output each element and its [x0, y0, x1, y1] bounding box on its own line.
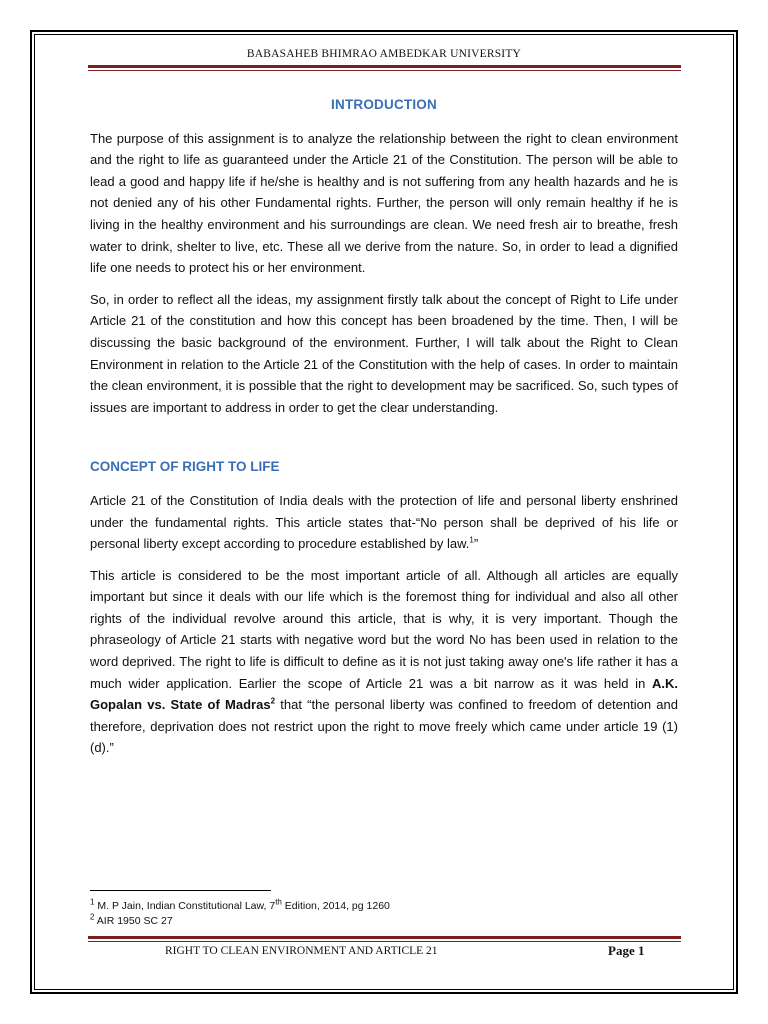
header-rule-thin: [88, 70, 681, 71]
case-name: A.K. Gopalan vs. State of Madras: [90, 675, 678, 713]
footnote-ref-2: 2: [270, 696, 276, 706]
intro-paragraph-1: The purpose of this assignment is to analyze the relationship between the right to clean environment and the right to life as guaranteed under the Article 21 of the Constitution. The person will be able to lead a good and happy life if he/she is healthy and is not suffering from any health hazards and he is not denied any of his other Fundamental rights. Further, the person will only remain healthy if he is living in the healthy environment and his surroundings are clean. We need fresh air to breathe, fresh water to drink, shelter to live, etc. These all we derive from the nature. So, in order to lead a dignified life one needs to protect his or her environment.: [90, 130, 678, 276]
intro-paragraph-2: So, in order to reflect all the ideas, my assignment firstly talk about the concept of Right to Life under Article 21 of the constitution and how this concept has been broadened by the time. Then, I will be discussing the basic background of the environment. Further, I will talk about the Right to Clean Environment in relation to the Article 21 of the Constitution with the help of cases. In order to maintain the clean environment, it is possible that the right to development may be sacrificed. So, such types of issues are important to address in order to get the clear understanding.: [90, 291, 678, 415]
concept-p1-end: ”: [473, 536, 479, 552]
concept-p2-rest: that “the personal liberty was confined to freedom of detention and therefore, deprivation does not restrict upon the right to move freely which came under article 19 (1) (d).”: [90, 697, 678, 756]
introduction-heading: INTRODUCTION: [331, 97, 437, 112]
footnote-1-text-b: Edition, 2014, pg 1260: [281, 900, 390, 912]
concept-paragraph-2: [90, 565, 678, 759]
footnote-1-number: 1: [90, 897, 95, 907]
main-content: [90, 94, 678, 769]
footnote-separator: [90, 890, 271, 891]
concept-p2-text: This article is considered to be the most important article of all. Although all articles are equally important but since it deals with our life which is the foremost thing for individual and also all other rights of the individual revolve around this article, that is why, it is very important. Though the phraseology of Article 21 starts with negative word but the word No has been used in relation to the word deprived. The right to life is difficult to define as it is not just taking away one's life rather it has a much wider application. Earlier the scope of Article 21 was a bit narrow as it was held in: [90, 567, 678, 691]
header-rule-thick: [88, 65, 681, 68]
header-university: BABASAHEB BHIMRAO AMBEDKAR UNIVERSITY: [246, 48, 522, 60]
footnote-ref-1: 1: [469, 535, 474, 545]
footnote-1-sup: th: [275, 897, 282, 907]
footnotes: [90, 899, 390, 928]
concept-paragraph-1: [90, 490, 678, 555]
footnote-2: [90, 914, 390, 929]
footer-title: RIGHT TO CLEAN ENVIRONMENT AND ARTICLE 21: [165, 945, 438, 957]
page-number: Page 1: [608, 943, 645, 958]
footer-rule-thick: [88, 936, 681, 939]
footnote-1-text-a: M. P Jain, Indian Constitutional Law, 7: [94, 900, 276, 912]
footer-rule-thin: [88, 941, 681, 942]
footnote-2-number: 2: [90, 912, 95, 921]
footnote-1: [90, 899, 390, 914]
concept-p1-text: Article 21 of the Constitution of India deals with the protection of life and personal liberty enshrined under the fundamental rights. This article states that-“No person shall be deprived of his life or personal liberty except according to procedure established by law.: [90, 492, 678, 552]
concept-heading: CONCEPT OF RIGHT TO LIFE: [90, 459, 280, 475]
footnote-2-text: AIR 1950 SC 27: [94, 914, 173, 927]
